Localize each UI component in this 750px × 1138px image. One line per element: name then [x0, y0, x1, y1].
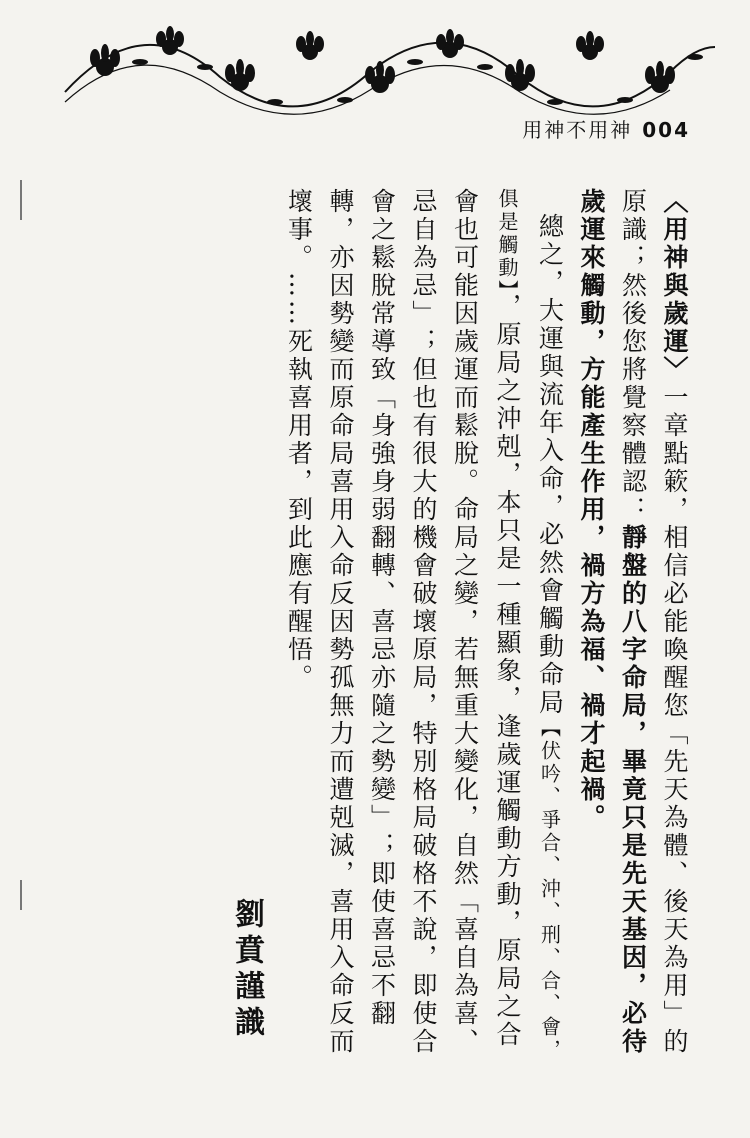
- book-title: 用神不用神: [522, 118, 633, 142]
- paragraph: [571, 188, 696, 1068]
- paragraph: [275, 188, 278, 1068]
- emphasis-text: 〈用神與歲運〉: [660, 188, 689, 384]
- text-run: 總之，大運與流年入命，必然會觸動命局: [535, 213, 565, 717]
- paragraph: [278, 188, 571, 1068]
- text-run: ，原局之沖剋，本只是一種顯象，逢歲運觸動方動，原局之合會也可能因歲運而鬆脫。命局之變，若無重大變化，自然「喜自為喜、忌自為忌」；但也有很大的機會破壞原局，特別格局破格不說，即使合會之鬆脫常導致「身強身弱翻轉、喜忌亦隨之勢變」；即使喜忌不翻轉，亦因勢變而原命局喜用入命反因勢孤無力而遭剋滅，喜用入命反而壞事。……死執喜用者，到此應有醒悟。: [284, 188, 522, 1056]
- text-run: 一章點簌，相信必能喚醒您「先天為體、後天為用」的原識；然後您將覺察體認：: [618, 188, 689, 1056]
- floral-vine-border: [60, 22, 720, 122]
- author-signature: 劉賁謹識: [229, 898, 264, 1042]
- annotation-text: 【伏吟、爭合、沖、刑、合、會，俱是觸動】: [495, 188, 562, 1062]
- body-text: [275, 188, 695, 1068]
- page-number: 004: [642, 118, 690, 142]
- binding-edge-mark: [20, 880, 22, 910]
- binding-edge-mark: [20, 180, 22, 220]
- running-header: [522, 114, 690, 143]
- emphasis-text: 靜盤的八字命局，畢竟只是先天基因，必待歲運來觸動，方能產生作用，禍方為福、禍才起禍。: [577, 188, 648, 1056]
